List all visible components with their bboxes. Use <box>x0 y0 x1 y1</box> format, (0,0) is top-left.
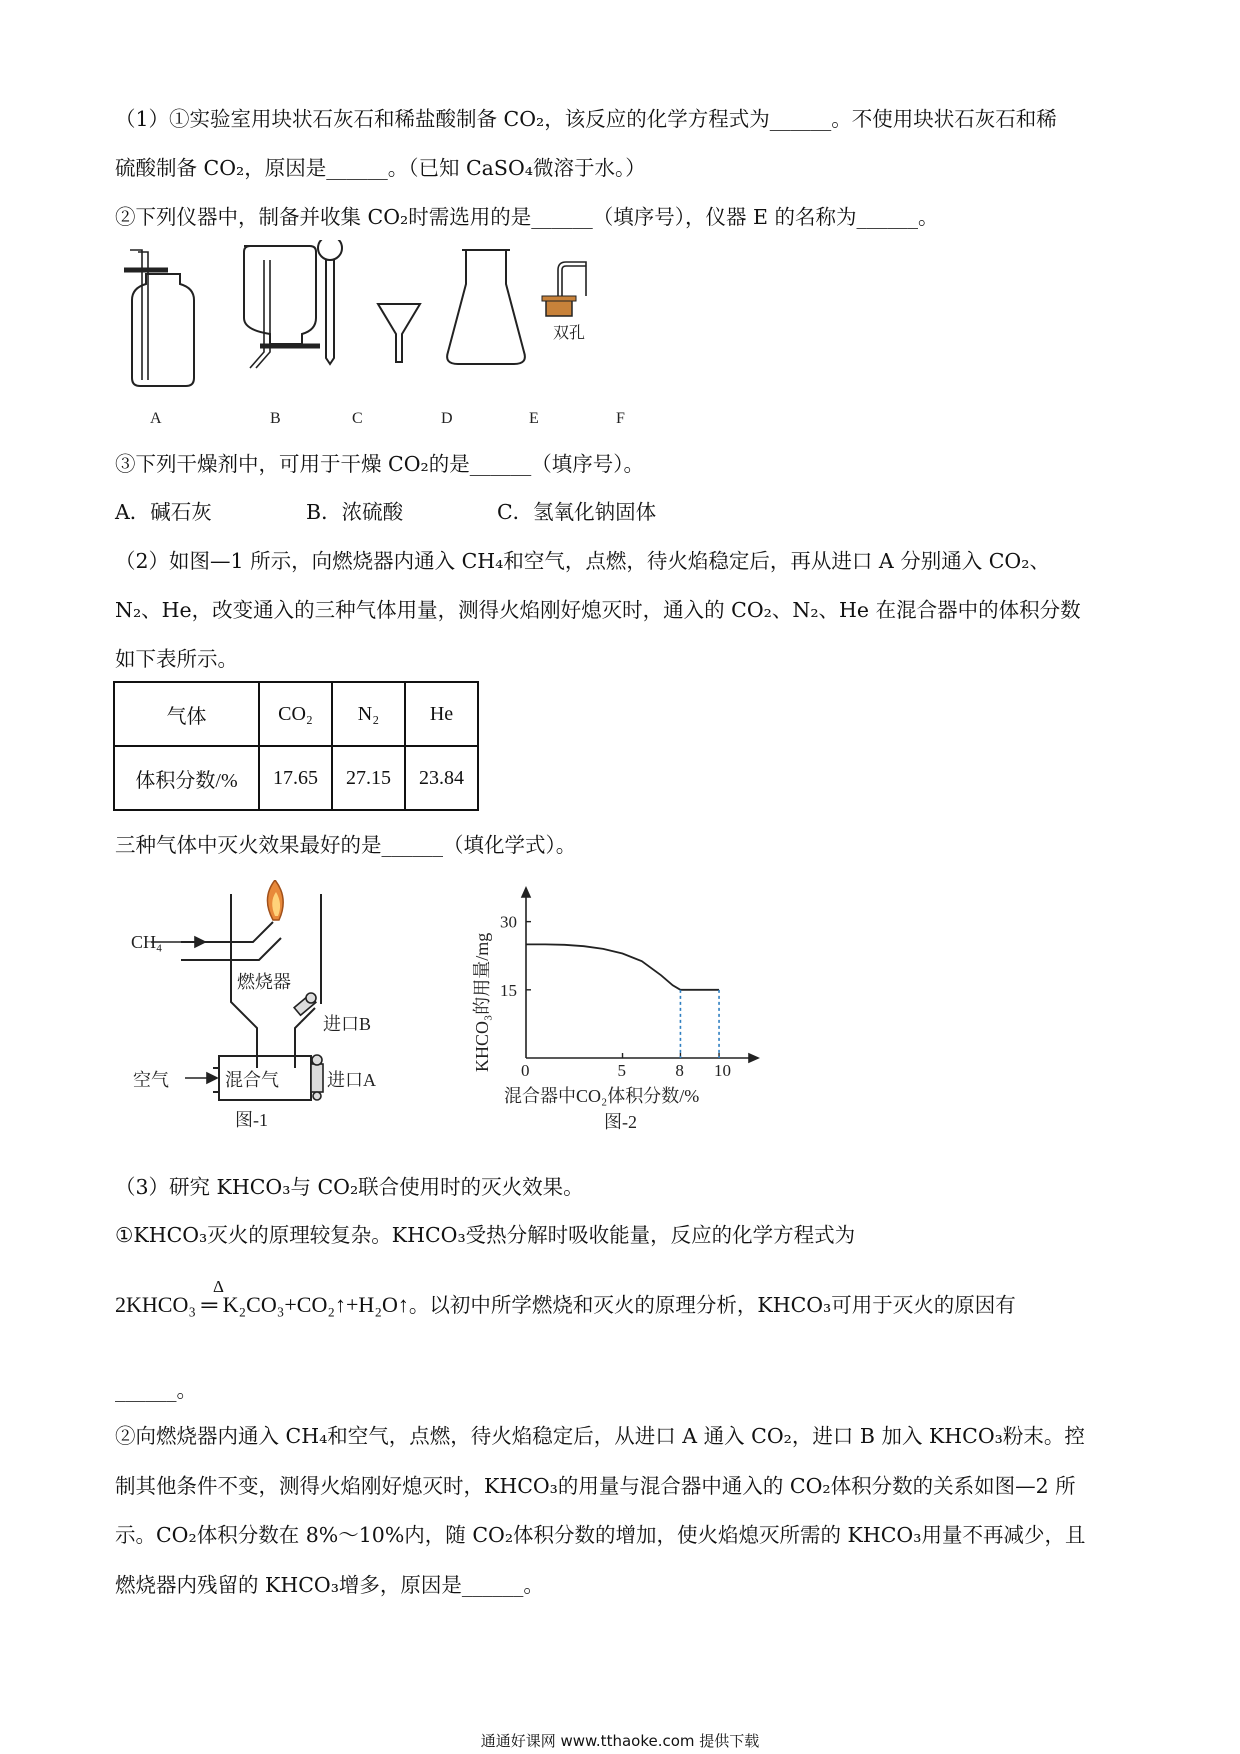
page-footer: 通通好课网 www.tthaoke.com 提供下载 <box>480 1732 760 1750</box>
table-row <box>114 746 478 810</box>
chart-x-tick-label: 10 <box>714 1061 732 1080</box>
q1-line1: （1）①实验室用块状石灰石和稀盐酸制备 CO₂，该反应的化学方程式为______。不使用块状石灰石和稀 <box>115 107 1057 131</box>
apparatus-label-e: E <box>529 410 539 427</box>
q2-line3: 如下表所示。 <box>115 647 238 671</box>
fig2-caption: 图-2 <box>604 1112 637 1132</box>
ch4-label: CH₄ <box>131 932 163 952</box>
apparatus-label-c: C <box>352 410 363 427</box>
inlet-b-valve <box>294 993 316 1015</box>
chart-x-tick-label: 0 <box>521 1061 530 1080</box>
air-label: 空气 <box>133 1070 169 1090</box>
chart-y-tick-label: 30 <box>500 912 517 932</box>
q3-p2-line3: 示。CO₂体积分数在 8%～10%内，随 CO₂体积分数的增加，使火焰熄灭所需的 KHCO₃用量不再减少，且 <box>115 1523 1086 1547</box>
q2-line1: （2）如图—1 所示，向燃烧器内通入 CH₄和空气，点燃，待火焰稳定后，再从进口 A 分别通入 CO₂、 <box>115 549 1050 573</box>
table-header-cell: N₂ <box>332 682 405 746</box>
gas-table <box>113 681 479 811</box>
chart-y-tick-label: 15 <box>500 980 517 1000</box>
khco3-chart <box>458 880 778 1142</box>
apparatus-label-d: D <box>441 410 453 427</box>
inlet-b-label: 进口B <box>323 1014 372 1034</box>
q3-line2: ①KHCO₃灭火的原理较复杂。KHCO₃受热分解时吸收能量，反应的化学方程式为 <box>115 1223 856 1247</box>
chemical-equation <box>115 1277 409 1320</box>
q1-line3: ②下列仪器中，制备并收集 CO₂时需选用的是______（填序号），仪器 E 的名称为______。 <box>115 205 939 229</box>
chart-x-axis-label: 混合器中CO₂体积分数/% <box>504 1086 700 1106</box>
apparatus-label-f: F <box>616 410 625 427</box>
q3-p2-line2: 制其他条件不变，测得火焰刚好熄灭时，KHCO₃的用量与混合器中通入的 CO₂体积分数的关系如图—2 所 <box>115 1474 1076 1498</box>
chart-x-arrow <box>749 1054 758 1062</box>
table-cell: 23.84 <box>405 746 478 810</box>
q2-after: 三种气体中灭火效果最好的是______（填化学式）。 <box>115 833 577 857</box>
inlet-a-label: 进口A <box>327 1070 376 1090</box>
apparatus-b-inverted-bottle <box>244 246 320 368</box>
equation-condition: Δ <box>213 1277 224 1296</box>
option-c: C．氢氧化钠固体 <box>497 500 657 524</box>
fig1-caption: 图-1 <box>235 1110 268 1130</box>
q2-line2: N₂、He，改变通入的三种气体用量，测得火焰刚好熄灭时，通入的 CO₂、N₂、He 在混合器中的体积分数 <box>115 598 1081 622</box>
apparatus-f-stopper <box>558 262 586 296</box>
chart-y-axis-label: KHCO₃的用量/mg <box>472 932 492 1072</box>
table-cell: 体积分数/% <box>114 746 259 810</box>
chart-y-arrow <box>522 888 530 897</box>
apparatus-label-a: A <box>150 410 162 427</box>
q3-line1: （3）研究 KHCO₃与 CO₂联合使用时的灭火效果。 <box>115 1175 584 1199</box>
table-header-cell: He <box>405 682 478 746</box>
apparatus-c-funnel <box>318 240 342 364</box>
option-a: A．碱石灰 <box>115 500 212 524</box>
apparatus-e-flask <box>447 250 525 364</box>
table-cell: 17.65 <box>259 746 332 810</box>
table-header-cell: 气体 <box>114 682 259 746</box>
apparatus-label-b: B <box>270 410 281 427</box>
equation-line <box>115 1277 1016 1320</box>
chart-x-tick-label: 8 <box>675 1061 684 1080</box>
inlet-a-valve <box>311 1055 323 1100</box>
mixer-label: 混合气 <box>225 1070 279 1090</box>
apparatus-f-note: 双孔 <box>553 325 586 342</box>
chart-x-tick-label: 5 <box>617 1061 627 1080</box>
equation-text: 2KHCO₃ ═ K₂CO₃+CO₂↑+H₂O↑ <box>115 1292 409 1317</box>
burner-figure <box>125 880 445 1140</box>
table-cell: 27.15 <box>332 746 405 810</box>
q3-p2-line1: ②向燃烧器内通入 CH₄和空气，点燃，待火焰稳定后，从进口 A 通入 CO₂，进口 B 加入 KHCO₃粉末。控 <box>115 1424 1085 1448</box>
q3-p2-line4: 燃烧器内残留的 KHCO₃增多，原因是______。 <box>115 1573 544 1597</box>
apparatus-a-bottle <box>124 250 194 386</box>
burner-label: 燃烧器 <box>237 972 291 992</box>
apparatus-d-funnel <box>378 304 420 362</box>
q3-blank: ______。 <box>115 1378 197 1402</box>
apparatus-figure <box>110 240 680 430</box>
table-header-row <box>114 682 478 746</box>
q1-line4: ③下列干燥剂中，可用于干燥 CO₂的是______（填序号）。 <box>115 452 644 476</box>
table-header-cell: CO₂ <box>259 682 332 746</box>
equation-tail: 。以初中所学燃烧和灭火的原理分析，KHCO₃可用于灭火的原因有 <box>408 1293 1016 1317</box>
option-b: B．浓硫酸 <box>306 500 404 524</box>
q1-line2: 硫酸制备 CO₂，原因是______。（已知 CaSO₄微溶于水。） <box>115 156 646 180</box>
chart-series-line <box>526 944 719 989</box>
